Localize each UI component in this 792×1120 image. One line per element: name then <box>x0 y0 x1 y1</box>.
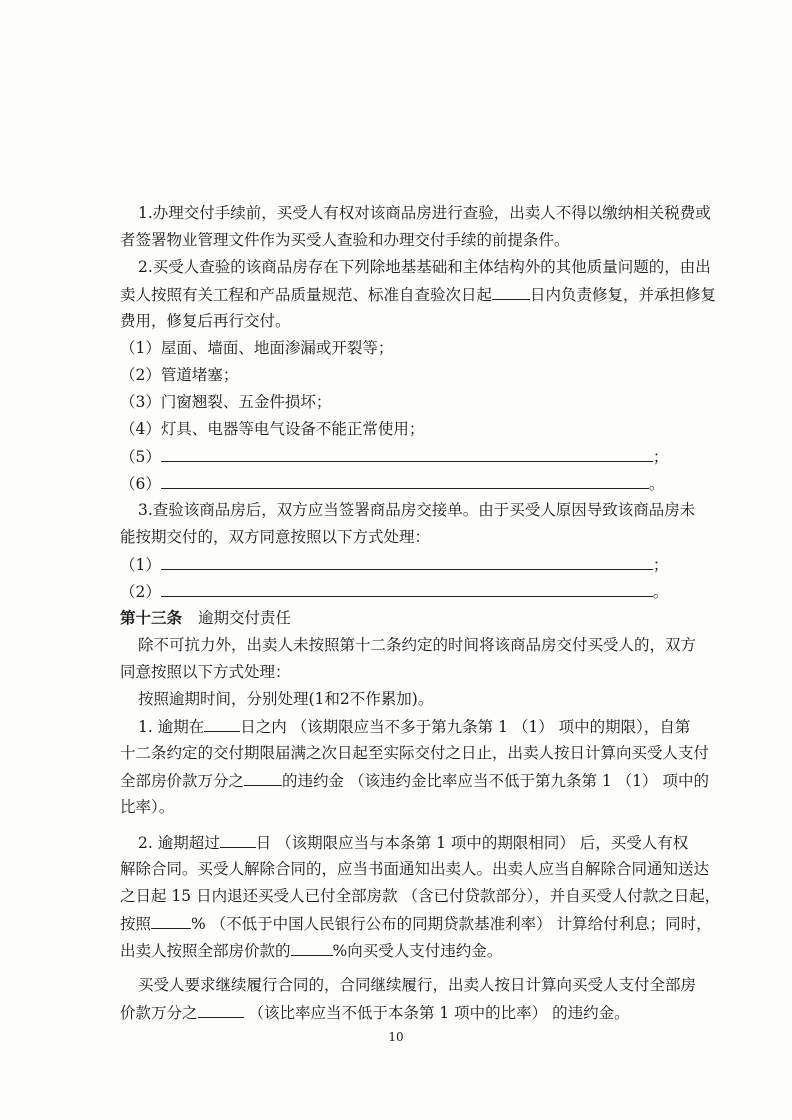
blank-line <box>161 581 653 597</box>
text-line: （3）门窗翘裂、五金件损坏； <box>120 393 332 411</box>
blank-line <box>204 716 240 732</box>
text-line: 2. 逾期超过 日 （该期限应当与本条第 1 项中的期限相同） 后，买受人有权 <box>138 834 689 852</box>
text-line: （5） ； <box>120 448 669 466</box>
text-line: （1） ； <box>120 556 669 574</box>
text-line: （4）灯具、电器等电气设备不能正常使用； <box>120 420 425 438</box>
text-line: 全部房价款万分之 的违约金 （该违约金比率应当不低于第九条第 1 （1） 项中的 <box>120 772 709 790</box>
blank-line <box>161 554 653 570</box>
text-line: 费用，修复后再行交付。 <box>120 312 291 330</box>
blank-line <box>492 284 530 300</box>
text-line: 比率）。 <box>120 798 175 816</box>
text-line: 按照 % （不低于中国人民银行公布的同期贷款基准利率） 计算给付利息；同时， <box>120 915 712 933</box>
blank-line <box>151 913 191 929</box>
text-line: 1.办理交付手续前，买受人有权对该商品房进行查验，出卖人不得以缴纳相关税费或 <box>138 204 711 222</box>
blank-line <box>291 940 333 956</box>
text-line: 同意按照以下方式处理： <box>120 663 291 681</box>
blank-line <box>198 1002 244 1018</box>
text-line: （2） 。 <box>120 583 669 601</box>
text-line: 买受人要求继续履行合同的，合同继续履行，出卖人按日计算向买受人支付全部房 <box>138 976 697 994</box>
text-line: （1）屋面、墙面、地面渗漏或开裂等； <box>120 339 394 357</box>
text-line: 解除合同。买受人解除合同的，应当书面通知出卖人。出卖人应当自解除合同通知送达 <box>120 860 710 878</box>
text-line: （2）管道堵塞； <box>120 366 239 384</box>
blank-line <box>161 473 649 489</box>
text-line: 2.买受人查验的该商品房存在下列除地基基础和主体结构外的其他质量问题的，由出 <box>138 258 711 276</box>
text-line: 3.查验该商品房后，双方应当签署商品房交接单。由于买受人原因导致该商品房未 <box>138 501 696 519</box>
blank-line <box>244 770 282 786</box>
text-line: （6） 。 <box>120 475 665 493</box>
text-line: 除不可抗力外，出卖人未按照第十二条约定的时间将该商品房交付买受人的，双方 <box>138 636 697 654</box>
text-line: 能按期交付的，双方同意按照以下方式处理： <box>120 528 431 546</box>
section-heading: 第十三条 逾期交付责任 <box>120 609 292 627</box>
blank-line <box>220 832 256 848</box>
text-line: 出卖人按照全部房价款的 %向买受人支付违约金。 <box>120 942 503 960</box>
blank-line <box>161 446 653 462</box>
page-number: 10 <box>388 1030 404 1044</box>
text-line: 按照逾期时间，分别处理(1和2不作累加)。 <box>138 690 434 708</box>
text-line: 价款万分之 （该比率应当不低于本条第 1 项中的比率） 的违约金。 <box>120 1004 630 1022</box>
text-line: 卖人按照有关工程和产品质量规范、标准自查验次日起 日内负责修复，并承担修复 <box>120 286 717 304</box>
text-line: 1. 逾期在 日之内 （该期限应当不多于第九条第 1 （1） 项中的期限），自第 <box>138 718 691 736</box>
text-line: 之日起 15 日内退还买受人已付全部房款 （含已付贷款部分），并自买受人付款之日起， <box>120 887 721 905</box>
text-line: 者签署物业管理文件作为买受人查验和办理交付手续的前提条件。 <box>120 231 570 249</box>
text-line: 十二条约定的交付期限届满之次日起至实际交付之日止，出卖人按日计算向买受人支付 <box>120 744 710 762</box>
